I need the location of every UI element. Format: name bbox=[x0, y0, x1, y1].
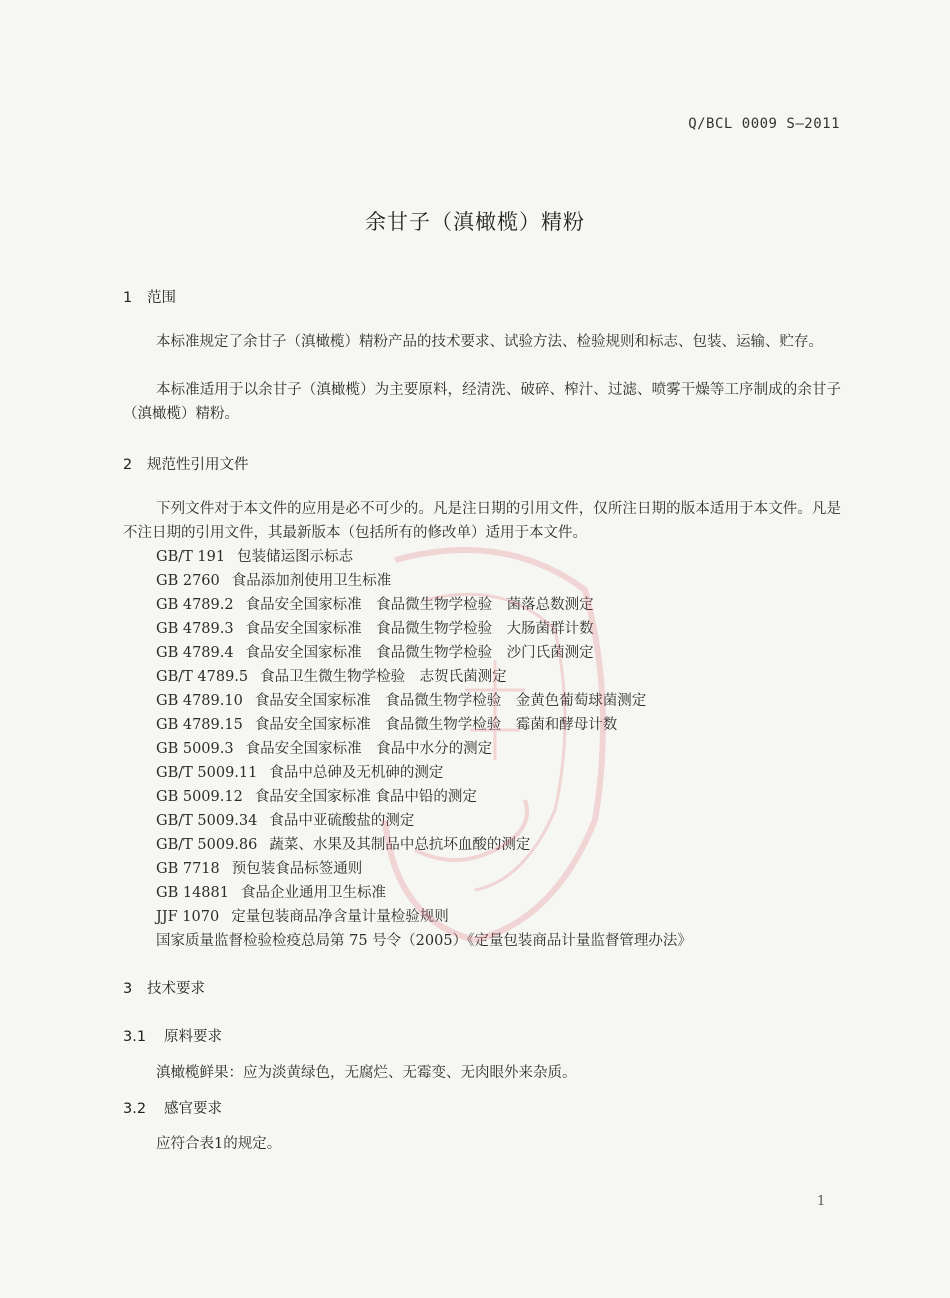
document-title: 余甘子（滇橄榄）精粉 bbox=[365, 210, 585, 234]
reference-item bbox=[156, 809, 414, 833]
reference-code: GB/T 191 bbox=[156, 549, 226, 565]
reference-title: 预包装食品标签通则 bbox=[231, 861, 363, 877]
section-number: 2 bbox=[123, 457, 133, 473]
reference-code: GB 5009.3 bbox=[156, 741, 234, 757]
reference-item bbox=[156, 761, 443, 785]
reference-title: 食品中亚硫酸盐的测定 bbox=[269, 813, 415, 829]
reference-code: GB/T 5009.86 bbox=[156, 837, 258, 853]
reference-code: GB 7718 bbox=[156, 861, 220, 877]
section-3-heading bbox=[123, 977, 205, 998]
reference-title: 食品安全国家标准 食品微生物学检验 霉菌和酵母计数 bbox=[254, 717, 618, 733]
reference-title: 食品添加剂使用卫生标准 bbox=[231, 573, 392, 589]
reference-title: 蔬菜、水果及其制品中总抗坏血酸的测定 bbox=[269, 837, 531, 853]
reference-item bbox=[156, 593, 594, 617]
reference-item bbox=[156, 545, 353, 569]
reference-item bbox=[156, 905, 449, 929]
reference-item bbox=[156, 665, 507, 689]
reference-code: GB/T 5009.34 bbox=[156, 813, 258, 829]
page-number: 1 bbox=[817, 1194, 826, 1209]
reference-code: GB/T 5009.11 bbox=[156, 765, 258, 781]
reference-title: 食品安全国家标准 食品微生物学检验 大肠菌群计数 bbox=[245, 621, 594, 637]
reference-item bbox=[156, 857, 362, 881]
reference-item bbox=[156, 881, 386, 905]
reference-title: 食品安全国家标准 食品微生物学检验 沙门氏菌测定 bbox=[245, 645, 594, 661]
section-title: 规范性引用文件 bbox=[147, 457, 249, 473]
section-title: 范围 bbox=[147, 290, 176, 306]
reference-code: GB/T 4789.5 bbox=[156, 669, 249, 685]
reference-title: 食品企业通用卫生标准 bbox=[240, 885, 386, 901]
reference-item bbox=[156, 689, 646, 713]
reference-code: GB 4789.15 bbox=[156, 717, 243, 733]
raw-material-text: 滇橄榄鲜果：应为淡黄绿色，无腐烂、无霉变、无肉眼外来杂质。 bbox=[156, 1065, 577, 1081]
reference-item bbox=[156, 569, 391, 593]
reference-code: GB 4789.3 bbox=[156, 621, 234, 637]
sensory-text: 应符合表1的规定。 bbox=[156, 1136, 282, 1152]
reference-title: 食品安全国家标准 食品中水分的测定 bbox=[245, 741, 493, 757]
section-number: 3.1 bbox=[123, 1029, 147, 1045]
section-title: 原料要求 bbox=[164, 1029, 222, 1045]
reference-title: 食品中总砷及无机砷的测定 bbox=[269, 765, 444, 781]
reference-item-decree: 国家质量监督检验检疫总局第 75 号令（2005）《定量包装商品计量监督管理办法》 bbox=[156, 933, 692, 949]
reference-item bbox=[156, 833, 530, 857]
reference-code: JJF 1070 bbox=[156, 909, 220, 925]
section-2-heading bbox=[123, 453, 249, 474]
scope-paragraph-2: 本标准适用于以余甘子（滇橄榄）为主要原料，经清洗、破碎、榨汁、过滤、喷雾干燥等工序制成的余甘子（滇橄榄）精粉。 bbox=[123, 382, 841, 422]
section-title: 技术要求 bbox=[147, 981, 205, 997]
reference-item bbox=[156, 713, 617, 737]
reference-code: GB 2760 bbox=[156, 573, 220, 589]
reference-item bbox=[156, 737, 492, 761]
reference-title: 食品安全国家标准 食品微生物学检验 菌落总数测定 bbox=[245, 597, 594, 613]
section-number: 1 bbox=[123, 290, 133, 306]
reference-code: GB 14881 bbox=[156, 885, 229, 901]
reference-title: 包装储运图示标志 bbox=[237, 549, 354, 565]
section-3-2-heading bbox=[123, 1097, 222, 1118]
section-1-heading bbox=[123, 286, 176, 307]
section-3-1-heading bbox=[123, 1025, 222, 1046]
references-intro: 下列文件对于本文件的应用是必不可少的。凡是注日期的引用文件，仅所注日期的版本适用于本文件。凡是不注日期的引用文件，其最新版本（包括所有的修改单）适用于本文件。 bbox=[123, 501, 841, 541]
reference-title: 食品安全国家标准 食品微生物学检验 金黄色葡萄球菌测定 bbox=[254, 693, 647, 709]
document-number: Q/BCL 0009 S—2011 bbox=[688, 116, 840, 132]
reference-code: GB 4789.2 bbox=[156, 597, 234, 613]
reference-title: 食品安全国家标准 食品中铅的测定 bbox=[254, 789, 477, 805]
reference-code: GB 5009.12 bbox=[156, 789, 243, 805]
section-number: 3.2 bbox=[123, 1101, 147, 1117]
reference-code: GB 4789.4 bbox=[156, 645, 234, 661]
reference-item bbox=[156, 785, 477, 809]
section-title: 感官要求 bbox=[164, 1101, 222, 1117]
scope-paragraph-1: 本标准规定了余甘子（滇橄榄）精粉产品的技术要求、试验方法、检验规则和标志、包装、运输、贮存。 bbox=[156, 334, 823, 350]
section-number: 3 bbox=[123, 981, 133, 997]
reference-item bbox=[156, 641, 594, 665]
reference-title: 食品卫生微生物学检验 志贺氏菌测定 bbox=[260, 669, 507, 685]
reference-code: GB 4789.10 bbox=[156, 693, 243, 709]
reference-item bbox=[156, 617, 594, 641]
reference-title: 定量包装商品净含量计量检验规则 bbox=[231, 909, 449, 925]
